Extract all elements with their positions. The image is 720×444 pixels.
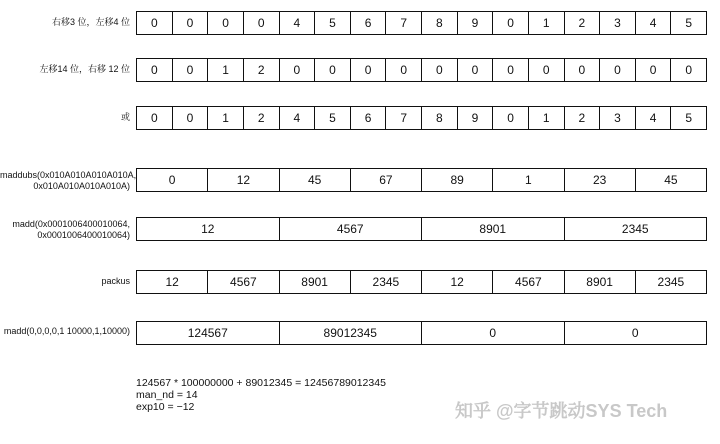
- cell: 4: [635, 12, 671, 34]
- cell: 0: [207, 12, 243, 34]
- cell: 3: [599, 12, 635, 34]
- maddubs-label-line2: 0x010A010A010A010A): [33, 181, 130, 191]
- cell-row-or: [136, 106, 707, 130]
- cell: 4: [635, 107, 671, 129]
- cell: 8901: [564, 271, 635, 293]
- cell: 1: [528, 12, 564, 34]
- cell: 1: [207, 59, 243, 81]
- notes-line-1: 124567 * 100000000 + 89012345 = 12456789012345: [136, 377, 386, 389]
- row-label-madd-1: [0, 219, 130, 241]
- cell: 0: [421, 322, 564, 344]
- cell-row-maddubs: [136, 168, 707, 192]
- cell: 12: [201, 222, 215, 236]
- cell: 0: [243, 12, 279, 34]
- cell: 4: [279, 12, 315, 34]
- watermark: 知乎 @字节跳动SYS Tech: [455, 401, 668, 421]
- cell: 6: [350, 107, 386, 129]
- cell: 0: [150, 63, 158, 77]
- cell: 1: [207, 107, 243, 129]
- row-label-packus: packus: [101, 276, 130, 286]
- row-label-madd-2: madd(0,0,0,0,1 10000,1,10000): [3, 326, 130, 336]
- cell: 0: [172, 107, 208, 129]
- cell-row-shift-left14-right12: [136, 58, 707, 82]
- notes-line-2: man_nd = 14: [136, 389, 198, 401]
- cell: 0: [670, 59, 706, 81]
- cell: 2: [564, 107, 600, 129]
- cell: 4567: [207, 271, 278, 293]
- cell: 1: [528, 107, 564, 129]
- cell: 0: [172, 59, 208, 81]
- cell: 2: [243, 59, 279, 81]
- cell: 0: [168, 173, 176, 187]
- row-label-shift-right3-left4: 右移3 位，左移4 位: [51, 17, 130, 27]
- cell: 9: [457, 12, 493, 34]
- cell: 5: [670, 12, 706, 34]
- cell: 67: [350, 169, 421, 191]
- cell: 0: [150, 111, 158, 125]
- cell: 89: [421, 169, 492, 191]
- cell: 2: [564, 12, 600, 34]
- cell: 3: [599, 107, 635, 129]
- cell: 0: [492, 59, 528, 81]
- cell: 45: [635, 169, 706, 191]
- cell: 0: [599, 59, 635, 81]
- calculation-notes: [136, 377, 386, 413]
- cell: 5: [314, 12, 350, 34]
- cell: 0: [457, 59, 493, 81]
- cell: 1: [492, 169, 563, 191]
- cell: 7: [385, 12, 421, 34]
- cell-row-madd-2: [136, 321, 707, 345]
- cell: 2: [243, 107, 279, 129]
- cell: 0: [421, 59, 457, 81]
- cell: 12: [207, 169, 278, 191]
- cell: 4567: [279, 218, 422, 240]
- cell: 89012345: [279, 322, 422, 344]
- row-label-or: 或: [120, 112, 130, 122]
- cell: 5: [670, 107, 706, 129]
- cell: 0: [314, 59, 350, 81]
- cell: 45: [279, 169, 350, 191]
- cell: 0: [150, 16, 158, 30]
- cell: 9: [457, 107, 493, 129]
- cell-row-shift-right3-left4: [136, 11, 707, 35]
- cell: 0: [564, 59, 600, 81]
- cell: 0: [528, 59, 564, 81]
- cell: 8: [421, 12, 457, 34]
- cell: 5: [314, 107, 350, 129]
- cell: 2345: [635, 271, 706, 293]
- madd-label-line2: 0x0001006400010064): [37, 230, 130, 240]
- cell: 0: [492, 12, 528, 34]
- cell: 8: [421, 107, 457, 129]
- cell: 0: [350, 59, 386, 81]
- row-label-shift-left14-right12: 左移14 位，右移 12 位: [39, 64, 130, 74]
- cell: 0: [279, 59, 315, 81]
- maddubs-label-line1: maddubs(0x010A010A010A010A,: [0, 170, 137, 180]
- cell: 7: [385, 107, 421, 129]
- row-label-maddubs: [0, 170, 137, 192]
- madd-label-line1: madd(0x0001006400010064,: [12, 219, 130, 229]
- cell: 6: [350, 12, 386, 34]
- cell: 0: [492, 107, 528, 129]
- cell: 2345: [564, 218, 707, 240]
- cell-row-packus: [136, 270, 707, 294]
- cell: 23: [564, 169, 635, 191]
- cell: 8901: [421, 218, 564, 240]
- cell: 124567: [187, 326, 228, 340]
- notes-line-3: exp10 = −12: [136, 401, 195, 413]
- cell-row-madd-1: [136, 217, 707, 241]
- cell: 2345: [350, 271, 421, 293]
- cell: 12: [165, 275, 179, 289]
- cell: 4567: [492, 271, 563, 293]
- cell: 0: [385, 59, 421, 81]
- cell: 0: [172, 12, 208, 34]
- cell: 0: [635, 59, 671, 81]
- cell: 8901: [279, 271, 350, 293]
- cell: 0: [564, 322, 707, 344]
- cell: 4: [279, 107, 315, 129]
- cell: 12: [421, 271, 492, 293]
